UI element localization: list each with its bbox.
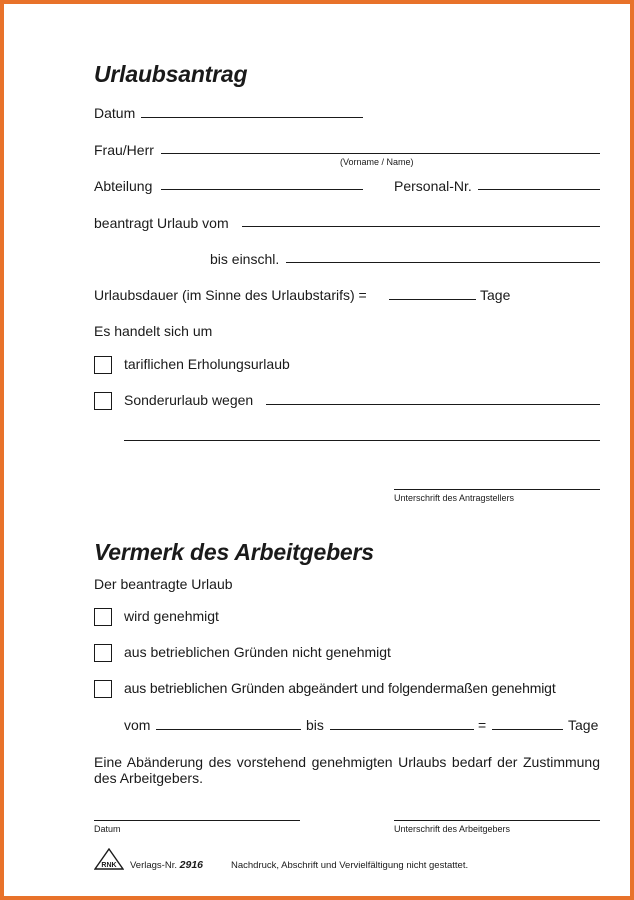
rnk-logo-icon — [94, 848, 124, 870]
tariflich-checkbox[interactable] — [94, 356, 112, 374]
urlaubsdauer-label: Urlaubsdauer (im Sinne des Urlaubstarifs) = — [94, 287, 367, 303]
signature-applicant-line[interactable] — [394, 489, 600, 490]
genehmigt-tage-field[interactable] — [492, 729, 563, 730]
vom-label: vom — [124, 717, 151, 733]
form-title: Urlaubsantrag — [94, 61, 248, 87]
genehmigt-bis-field[interactable] — [330, 729, 474, 730]
datum-field[interactable] — [141, 117, 363, 118]
sonderurlaub-reason-field-2[interactable] — [124, 440, 600, 441]
verlags-nr-text — [130, 860, 203, 871]
nicht-genehmigt-checkbox[interactable] — [94, 644, 112, 662]
abteilung-label: Abteilung — [94, 178, 153, 194]
signature-applicant-label: Unterschrift des Antragstellers — [394, 493, 515, 503]
equals-sign: = — [478, 717, 487, 733]
svg-text:RNK: RNK — [101, 862, 117, 869]
abgeaendert-checkbox[interactable] — [94, 680, 112, 698]
personal-nr-label: Personal-Nr. — [394, 178, 472, 194]
genehmigt-vom-field[interactable] — [156, 729, 301, 730]
abgeaendert-label: aus betrieblichen Gründen abgeändert und folgendermaßen genehmigt — [124, 680, 556, 696]
copyright-notice: Nachdruck, Abschrift und Vervielfältigung nicht gestattet. — [231, 860, 469, 871]
nicht-genehmigt-label: aus betrieblichen Gründen nicht genehmigt — [124, 644, 391, 660]
es-handelt-label: Es handelt sich um — [94, 323, 213, 339]
urlaubsdauer-field[interactable] — [389, 299, 476, 300]
tariflich-label: tariflichen Erholungsurlaub — [124, 356, 290, 372]
genehmigt-checkbox[interactable] — [94, 608, 112, 626]
employer-date-line[interactable] — [94, 820, 300, 821]
verlags-label: Verlags-Nr. — [130, 860, 177, 871]
sonderurlaub-checkbox[interactable] — [94, 392, 112, 410]
signature-employer-label: Unterschrift des Arbeitgebers — [394, 824, 511, 834]
personal-nr-field[interactable] — [478, 189, 600, 190]
signature-employer-line[interactable] — [394, 820, 600, 821]
der-beantragte-label: Der beantragte Urlaub — [94, 576, 233, 592]
name-field[interactable] — [161, 153, 600, 154]
bis-label: bis — [306, 717, 324, 733]
bis-einschl-field[interactable] — [286, 262, 600, 263]
sonderurlaub-label: Sonderurlaub wegen — [124, 392, 254, 408]
genehmigt-label: wird genehmigt — [124, 608, 219, 624]
hinweis-text: Eine Abänderung des vorstehend genehmigten Urlaubs bedarf der Zustimmung des Arbeitgebers. — [94, 754, 600, 786]
employer-date-label: Datum — [94, 824, 121, 834]
datum-label: Datum — [94, 105, 136, 121]
abteilung-field[interactable] — [161, 189, 363, 190]
beantragt-label: beantragt Urlaub vom — [94, 215, 229, 231]
tage-label: Tage — [480, 287, 511, 303]
genehmigt-tage-label: Tage — [568, 717, 599, 733]
employer-section-title: Vermerk des Arbeitgebers — [94, 539, 374, 565]
sonderurlaub-reason-field[interactable] — [266, 404, 600, 405]
verlags-number: 2916 — [179, 859, 203, 871]
bis-einschl-label: bis einschl. — [210, 251, 280, 267]
frau-herr-label: Frau/Herr — [94, 142, 154, 158]
name-hint: (Vorname / Name) — [340, 157, 414, 167]
urlaub-vom-field[interactable] — [242, 226, 600, 227]
